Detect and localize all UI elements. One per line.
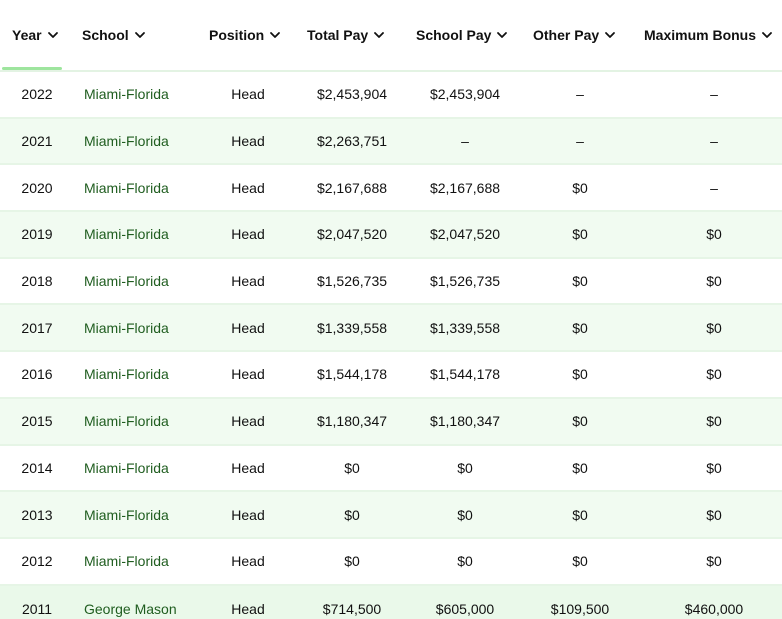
chevron-down-icon [373, 29, 385, 41]
cell-school-link[interactable]: Miami-Florida [84, 366, 169, 383]
cell-school-pay: $605,000 [435, 600, 495, 617]
chevron-down-icon [47, 29, 59, 41]
cell-school-pay: $0 [457, 506, 473, 523]
cell-school-link[interactable]: Miami-Florida [84, 273, 169, 290]
cell-school-link[interactable]: Miami-Florida [84, 86, 169, 103]
table-row [0, 119, 782, 166]
cell-other-pay: $0 [572, 319, 588, 336]
cell-school-pay: $1,180,347 [429, 413, 501, 430]
cell-other-pay: – [576, 86, 584, 103]
cell-school-pay: $1,544,178 [429, 366, 501, 383]
column-header-maximum-bonus[interactable] [644, 24, 773, 46]
cell-position: Head [231, 413, 265, 430]
cell-maximum-bonus: $0 [706, 366, 722, 383]
column-header-school[interactable] [82, 24, 146, 46]
chevron-down-icon [134, 29, 146, 41]
table-row [0, 492, 782, 539]
cell-maximum-bonus: $0 [706, 459, 722, 476]
cell-year: 2013 [21, 506, 53, 523]
cell-other-pay: $0 [572, 179, 588, 196]
cell-school-link[interactable]: Miami-Florida [84, 179, 169, 196]
cell-total-pay: $1,339,558 [316, 319, 388, 336]
table-row [0, 446, 782, 493]
cell-year: 2015 [21, 413, 53, 430]
table-row [0, 259, 782, 306]
cell-maximum-bonus: $0 [706, 273, 722, 290]
column-header-year[interactable] [12, 24, 59, 46]
cell-other-pay: $0 [572, 366, 588, 383]
cell-school-pay: $0 [457, 553, 473, 570]
active-sort-indicator [2, 67, 62, 70]
cell-school-link[interactable]: Miami-Florida [84, 226, 169, 243]
cell-other-pay: $0 [572, 226, 588, 243]
cell-total-pay: $0 [344, 459, 360, 476]
cell-other-pay: – [576, 133, 584, 150]
chevron-down-icon [604, 29, 616, 41]
cell-position: Head [231, 273, 265, 290]
cell-year: 2019 [21, 226, 53, 243]
chevron-down-icon [761, 29, 773, 41]
cell-school-pay: $1,339,558 [429, 319, 501, 336]
table-header [0, 0, 782, 72]
cell-school-pay: $2,453,904 [429, 86, 501, 103]
cell-year: 2021 [21, 133, 53, 150]
cell-school-pay: $0 [457, 459, 473, 476]
cell-position: Head [231, 600, 265, 617]
cell-total-pay: $0 [344, 553, 360, 570]
cell-year: 2020 [21, 179, 53, 196]
table-row [0, 586, 782, 619]
cell-total-pay: $714,500 [322, 600, 382, 617]
cell-year: 2012 [21, 553, 53, 570]
cell-maximum-bonus: $0 [706, 319, 722, 336]
column-header-label: Maximum Bonus [644, 27, 757, 43]
column-header-position[interactable] [209, 24, 281, 46]
column-header-label: Year [12, 27, 42, 43]
cell-maximum-bonus: – [710, 179, 718, 196]
cell-maximum-bonus: – [710, 86, 718, 103]
cell-total-pay: $0 [344, 506, 360, 523]
cell-year: 2018 [21, 273, 53, 290]
cell-position: Head [231, 179, 265, 196]
cell-position: Head [231, 319, 265, 336]
cell-total-pay: $1,180,347 [316, 413, 388, 430]
cell-other-pay: $109,500 [550, 600, 610, 617]
cell-maximum-bonus: $0 [706, 226, 722, 243]
cell-total-pay: $2,453,904 [316, 86, 388, 103]
column-header-total-pay[interactable] [307, 24, 385, 46]
cell-school-link[interactable]: Miami-Florida [84, 413, 169, 430]
cell-other-pay: $0 [572, 553, 588, 570]
cell-position: Head [231, 553, 265, 570]
cell-school-link[interactable]: Miami-Florida [84, 133, 169, 150]
table-row [0, 352, 782, 399]
table-row [0, 212, 782, 259]
cell-total-pay: $1,544,178 [316, 366, 388, 383]
cell-school-pay: $2,167,688 [429, 179, 501, 196]
table-row [0, 72, 782, 119]
cell-year: 2016 [21, 366, 53, 383]
cell-school-pay: $1,526,735 [429, 273, 501, 290]
cell-year: 2011 [21, 600, 53, 617]
cell-position: Head [231, 459, 265, 476]
chevron-down-icon [496, 29, 508, 41]
cell-position: Head [231, 86, 265, 103]
cell-total-pay: $1,526,735 [316, 273, 388, 290]
cell-year: 2022 [21, 86, 53, 103]
column-header-school-pay[interactable] [416, 24, 508, 46]
cell-school-link[interactable]: Miami-Florida [84, 506, 169, 523]
cell-school-pay: – [461, 133, 469, 150]
cell-maximum-bonus: – [710, 133, 718, 150]
cell-maximum-bonus: $0 [706, 413, 722, 430]
table-row [0, 305, 782, 352]
column-header-label: School [82, 27, 129, 43]
column-header-label: Total Pay [307, 27, 369, 43]
cell-position: Head [231, 366, 265, 383]
cell-maximum-bonus: $0 [706, 553, 722, 570]
table-body [0, 72, 782, 619]
chevron-down-icon [269, 29, 281, 41]
cell-total-pay: $2,167,688 [316, 179, 388, 196]
cell-maximum-bonus: $0 [706, 506, 722, 523]
cell-school-link[interactable]: Miami-Florida [84, 553, 169, 570]
cell-total-pay: $2,263,751 [316, 133, 388, 150]
cell-position: Head [231, 226, 265, 243]
column-header-other-pay[interactable] [533, 24, 616, 46]
cell-school-link[interactable]: Miami-Florida [84, 459, 169, 476]
column-header-label: Other Pay [533, 27, 600, 43]
column-header-label: School Pay [416, 27, 492, 43]
cell-maximum-bonus: $460,000 [684, 600, 744, 617]
table-row [0, 539, 782, 586]
cell-school-link[interactable]: George Mason [84, 600, 177, 617]
cell-other-pay: $0 [572, 273, 588, 290]
column-header-label: Position [209, 27, 265, 43]
cell-position: Head [231, 506, 265, 523]
table-row [0, 399, 782, 446]
cell-other-pay: $0 [572, 506, 588, 523]
table-row [0, 165, 782, 212]
cell-other-pay: $0 [572, 459, 588, 476]
cell-other-pay: $0 [572, 413, 588, 430]
cell-year: 2014 [21, 459, 53, 476]
cell-position: Head [231, 133, 265, 150]
cell-year: 2017 [21, 319, 53, 336]
cell-school-link[interactable]: Miami-Florida [84, 319, 169, 336]
cell-total-pay: $2,047,520 [316, 226, 388, 243]
cell-school-pay: $2,047,520 [429, 226, 501, 243]
